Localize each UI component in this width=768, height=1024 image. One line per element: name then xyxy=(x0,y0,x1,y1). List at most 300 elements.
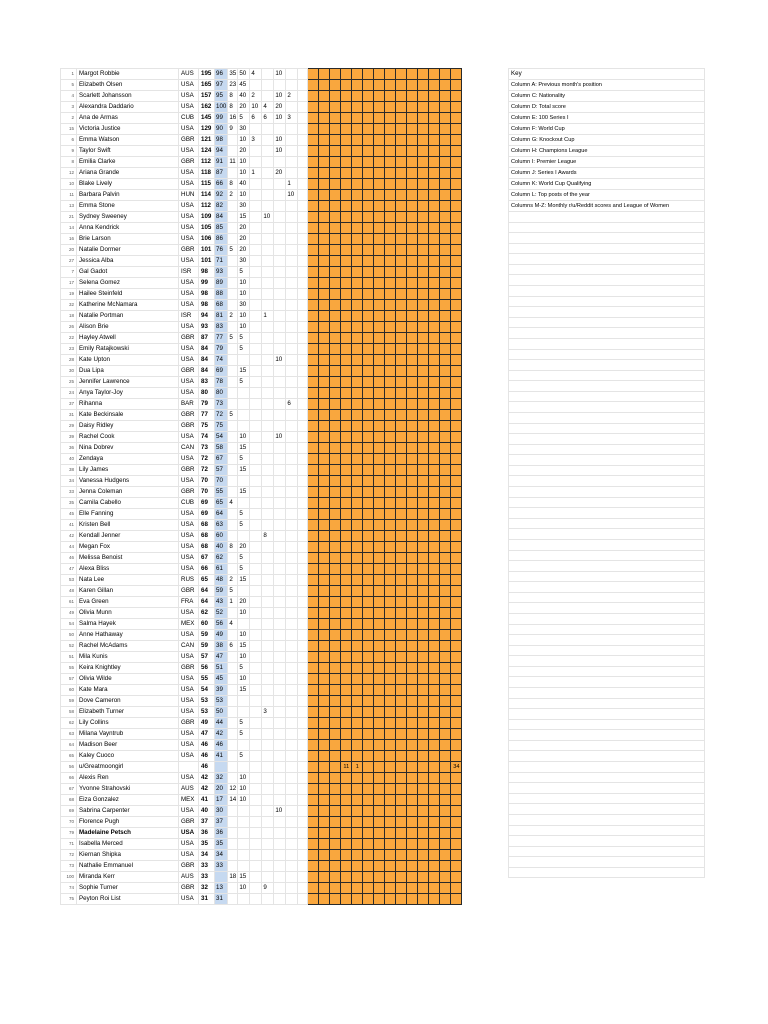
monthly-score-cell[interactable] xyxy=(396,432,407,443)
series-score-cell[interactable]: 68 xyxy=(215,300,228,311)
name-cell[interactable]: Kiernan Shipka xyxy=(77,850,179,861)
monthly-score-cell[interactable] xyxy=(319,245,330,256)
monthly-score-cell[interactable] xyxy=(385,124,396,135)
monthly-score-cell[interactable] xyxy=(385,619,396,630)
series-awards-cell[interactable] xyxy=(274,443,286,454)
series-awards-cell[interactable] xyxy=(274,773,286,784)
empty-cell[interactable] xyxy=(509,719,705,730)
monthly-score-cell[interactable] xyxy=(352,883,363,894)
premier-league-cell[interactable] xyxy=(262,410,274,421)
monthly-score-cell[interactable] xyxy=(363,344,374,355)
series-awards-cell[interactable] xyxy=(274,487,286,498)
nationality-cell[interactable]: GBR xyxy=(179,861,199,872)
monthly-score-cell[interactable] xyxy=(319,784,330,795)
monthly-score-cell[interactable] xyxy=(385,410,396,421)
monthly-score-cell[interactable] xyxy=(418,663,429,674)
monthly-score-cell[interactable] xyxy=(418,432,429,443)
monthly-score-cell[interactable] xyxy=(330,344,341,355)
monthly-score-cell[interactable] xyxy=(374,487,385,498)
world-cup-cell[interactable]: 5 xyxy=(228,586,238,597)
monthly-score-cell[interactable] xyxy=(363,80,374,91)
monthly-score-cell[interactable] xyxy=(363,707,374,718)
series-awards-cell[interactable] xyxy=(274,201,286,212)
empty-cell[interactable] xyxy=(509,465,705,476)
total-score-cell[interactable]: 64 xyxy=(199,586,215,597)
monthly-score-cell[interactable] xyxy=(451,608,462,619)
monthly-score-cell[interactable] xyxy=(418,564,429,575)
series-score-cell[interactable]: 47 xyxy=(215,652,228,663)
empty-cell[interactable] xyxy=(509,264,705,275)
monthly-score-cell[interactable] xyxy=(319,333,330,344)
knockout-cup-cell[interactable]: 5 xyxy=(238,333,250,344)
monthly-score-cell[interactable] xyxy=(308,586,319,597)
monthly-score-cell[interactable] xyxy=(440,564,451,575)
world-cup-cell[interactable] xyxy=(228,399,238,410)
monthly-score-cell[interactable] xyxy=(352,773,363,784)
top-posts-cell[interactable] xyxy=(298,278,308,289)
champions-league-cell[interactable] xyxy=(250,828,262,839)
monthly-score-cell[interactable] xyxy=(396,201,407,212)
name-cell[interactable]: Lily James xyxy=(77,465,179,476)
nationality-cell[interactable]: USA xyxy=(179,289,199,300)
world-cup-qualifying-cell[interactable] xyxy=(286,751,298,762)
monthly-score-cell[interactable] xyxy=(451,399,462,410)
prev-position-cell[interactable]: 62 xyxy=(61,718,77,729)
monthly-score-cell[interactable] xyxy=(418,597,429,608)
world-cup-cell[interactable] xyxy=(228,454,238,465)
monthly-score-cell[interactable] xyxy=(374,608,385,619)
monthly-score-cell[interactable] xyxy=(451,278,462,289)
name-cell[interactable]: Barbara Palvin xyxy=(77,190,179,201)
monthly-score-cell[interactable] xyxy=(363,861,374,872)
knockout-cup-cell[interactable] xyxy=(238,806,250,817)
monthly-score-cell[interactable] xyxy=(308,80,319,91)
top-posts-cell[interactable] xyxy=(298,168,308,179)
monthly-score-cell[interactable] xyxy=(319,135,330,146)
empty-cell[interactable] xyxy=(509,603,705,614)
world-cup-qualifying-cell[interactable] xyxy=(286,531,298,542)
champions-league-cell[interactable] xyxy=(250,894,262,905)
premier-league-cell[interactable] xyxy=(262,366,274,377)
monthly-score-cell[interactable] xyxy=(330,751,341,762)
monthly-score-cell[interactable] xyxy=(341,454,352,465)
name-cell[interactable]: Peyton Roi List xyxy=(77,894,179,905)
monthly-score-cell[interactable] xyxy=(330,399,341,410)
monthly-score-cell[interactable] xyxy=(418,575,429,586)
monthly-score-cell[interactable] xyxy=(451,113,462,124)
series-awards-cell[interactable] xyxy=(274,586,286,597)
world-cup-qualifying-cell[interactable] xyxy=(286,168,298,179)
nationality-cell[interactable]: RUS xyxy=(179,575,199,586)
monthly-score-cell[interactable] xyxy=(440,146,451,157)
top-posts-cell[interactable] xyxy=(298,828,308,839)
monthly-score-cell[interactable] xyxy=(440,344,451,355)
total-score-cell[interactable]: 60 xyxy=(199,619,215,630)
name-cell[interactable]: Alexis Ren xyxy=(77,773,179,784)
prev-position-cell[interactable]: 37 xyxy=(61,399,77,410)
monthly-score-cell[interactable] xyxy=(374,762,385,773)
nationality-cell[interactable]: USA xyxy=(179,707,199,718)
monthly-score-cell[interactable] xyxy=(319,795,330,806)
champions-league-cell[interactable] xyxy=(250,498,262,509)
monthly-score-cell[interactable] xyxy=(396,333,407,344)
monthly-score-cell[interactable] xyxy=(429,531,440,542)
champions-league-cell[interactable]: 1 xyxy=(250,168,262,179)
monthly-score-cell[interactable] xyxy=(418,223,429,234)
world-cup-qualifying-cell[interactable] xyxy=(286,278,298,289)
monthly-score-cell[interactable]: 11 xyxy=(341,762,352,773)
prev-position-cell[interactable]: 11 xyxy=(61,190,77,201)
monthly-score-cell[interactable] xyxy=(308,289,319,300)
empty-cell[interactable] xyxy=(509,592,705,603)
monthly-score-cell[interactable] xyxy=(363,289,374,300)
top-posts-cell[interactable] xyxy=(298,542,308,553)
premier-league-cell[interactable] xyxy=(262,586,274,597)
total-score-cell[interactable]: 70 xyxy=(199,487,215,498)
series-score-cell[interactable] xyxy=(215,872,228,883)
monthly-score-cell[interactable] xyxy=(308,388,319,399)
premier-league-cell[interactable]: 3 xyxy=(262,707,274,718)
monthly-score-cell[interactable] xyxy=(396,773,407,784)
empty-cell[interactable] xyxy=(509,328,705,339)
monthly-score-cell[interactable] xyxy=(308,784,319,795)
champions-league-cell[interactable] xyxy=(250,476,262,487)
knockout-cup-cell[interactable]: 10 xyxy=(238,674,250,685)
premier-league-cell[interactable]: 4 xyxy=(262,102,274,113)
total-score-cell[interactable]: 53 xyxy=(199,707,215,718)
premier-league-cell[interactable] xyxy=(262,806,274,817)
monthly-score-cell[interactable] xyxy=(341,124,352,135)
monthly-score-cell[interactable] xyxy=(396,168,407,179)
top-posts-cell[interactable] xyxy=(298,322,308,333)
monthly-score-cell[interactable] xyxy=(352,784,363,795)
monthly-score-cell[interactable] xyxy=(330,102,341,113)
monthly-score-cell[interactable] xyxy=(363,575,374,586)
premier-league-cell[interactable] xyxy=(262,751,274,762)
monthly-score-cell[interactable] xyxy=(374,267,385,278)
empty-cell[interactable] xyxy=(509,254,705,265)
premier-league-cell[interactable] xyxy=(262,289,274,300)
monthly-score-cell[interactable] xyxy=(341,751,352,762)
monthly-score-cell[interactable] xyxy=(429,652,440,663)
monthly-score-cell[interactable] xyxy=(341,432,352,443)
monthly-score-cell[interactable] xyxy=(363,377,374,388)
world-cup-qualifying-cell[interactable] xyxy=(286,861,298,872)
monthly-score-cell[interactable] xyxy=(330,564,341,575)
monthly-score-cell[interactable] xyxy=(407,729,418,740)
world-cup-qualifying-cell[interactable] xyxy=(286,300,298,311)
monthly-score-cell[interactable] xyxy=(363,652,374,663)
knockout-cup-cell[interactable]: 15 xyxy=(238,443,250,454)
monthly-score-cell[interactable] xyxy=(451,520,462,531)
monthly-score-cell[interactable] xyxy=(396,190,407,201)
monthly-score-cell[interactable] xyxy=(352,872,363,883)
top-posts-cell[interactable] xyxy=(298,817,308,828)
world-cup-cell[interactable]: 4 xyxy=(228,619,238,630)
premier-league-cell[interactable] xyxy=(262,861,274,872)
monthly-score-cell[interactable] xyxy=(308,553,319,564)
total-score-cell[interactable]: 80 xyxy=(199,388,215,399)
monthly-score-cell[interactable] xyxy=(440,223,451,234)
monthly-score-cell[interactable] xyxy=(451,322,462,333)
monthly-score-cell[interactable] xyxy=(308,729,319,740)
knockout-cup-cell[interactable]: 15 xyxy=(238,575,250,586)
monthly-score-cell[interactable] xyxy=(396,674,407,685)
monthly-score-cell[interactable] xyxy=(363,608,374,619)
world-cup-cell[interactable] xyxy=(228,839,238,850)
monthly-score-cell[interactable] xyxy=(319,894,330,905)
monthly-score-cell[interactable] xyxy=(341,685,352,696)
empty-cell[interactable] xyxy=(509,539,705,550)
monthly-score-cell[interactable] xyxy=(330,619,341,630)
top-posts-cell[interactable] xyxy=(298,762,308,773)
top-posts-cell[interactable] xyxy=(298,597,308,608)
monthly-score-cell[interactable] xyxy=(374,498,385,509)
world-cup-qualifying-cell[interactable] xyxy=(286,289,298,300)
premier-league-cell[interactable] xyxy=(262,663,274,674)
monthly-score-cell[interactable] xyxy=(440,245,451,256)
monthly-score-cell[interactable] xyxy=(319,157,330,168)
total-score-cell[interactable]: 118 xyxy=(199,168,215,179)
monthly-score-cell[interactable] xyxy=(363,245,374,256)
champions-league-cell[interactable] xyxy=(250,806,262,817)
monthly-score-cell[interactable] xyxy=(341,256,352,267)
premier-league-cell[interactable] xyxy=(262,553,274,564)
nationality-cell[interactable]: USA xyxy=(179,740,199,751)
knockout-cup-cell[interactable]: 10 xyxy=(238,289,250,300)
top-posts-cell[interactable] xyxy=(298,91,308,102)
monthly-score-cell[interactable] xyxy=(396,179,407,190)
champions-league-cell[interactable] xyxy=(250,432,262,443)
monthly-score-cell[interactable] xyxy=(451,498,462,509)
monthly-score-cell[interactable] xyxy=(308,421,319,432)
nationality-cell[interactable] xyxy=(179,762,199,773)
monthly-score-cell[interactable] xyxy=(396,69,407,80)
total-score-cell[interactable]: 129 xyxy=(199,124,215,135)
monthly-score-cell[interactable] xyxy=(352,685,363,696)
top-posts-cell[interactable] xyxy=(298,80,308,91)
knockout-cup-cell[interactable] xyxy=(238,850,250,861)
nationality-cell[interactable]: USA xyxy=(179,674,199,685)
world-cup-cell[interactable] xyxy=(228,707,238,718)
monthly-score-cell[interactable] xyxy=(451,652,462,663)
monthly-score-cell[interactable] xyxy=(330,157,341,168)
monthly-score-cell[interactable] xyxy=(341,476,352,487)
monthly-score-cell[interactable] xyxy=(407,575,418,586)
monthly-score-cell[interactable] xyxy=(429,190,440,201)
monthly-score-cell[interactable] xyxy=(385,520,396,531)
series-awards-cell[interactable] xyxy=(274,795,286,806)
world-cup-qualifying-cell[interactable]: 2 xyxy=(286,91,298,102)
monthly-score-cell[interactable] xyxy=(407,663,418,674)
monthly-score-cell[interactable] xyxy=(385,641,396,652)
series-awards-cell[interactable] xyxy=(274,762,286,773)
premier-league-cell[interactable] xyxy=(262,817,274,828)
monthly-score-cell[interactable] xyxy=(407,388,418,399)
monthly-score-cell[interactable] xyxy=(308,135,319,146)
monthly-score-cell[interactable] xyxy=(407,421,418,432)
prev-position-cell[interactable]: 17 xyxy=(61,278,77,289)
empty-cell[interactable] xyxy=(509,412,705,423)
series-score-cell[interactable]: 67 xyxy=(215,454,228,465)
monthly-score-cell[interactable] xyxy=(451,817,462,828)
world-cup-cell[interactable] xyxy=(228,278,238,289)
name-cell[interactable]: Salma Hayek xyxy=(77,619,179,630)
series-score-cell[interactable]: 50 xyxy=(215,707,228,718)
name-cell[interactable]: Selena Gomez xyxy=(77,278,179,289)
monthly-score-cell[interactable] xyxy=(341,69,352,80)
champions-league-cell[interactable] xyxy=(250,421,262,432)
monthly-score-cell[interactable] xyxy=(341,806,352,817)
series-score-cell[interactable]: 83 xyxy=(215,322,228,333)
monthly-score-cell[interactable] xyxy=(429,487,440,498)
monthly-score-cell[interactable] xyxy=(352,190,363,201)
knockout-cup-cell[interactable]: 15 xyxy=(238,366,250,377)
nationality-cell[interactable]: USA xyxy=(179,729,199,740)
monthly-score-cell[interactable] xyxy=(407,278,418,289)
monthly-score-cell[interactable] xyxy=(440,267,451,278)
top-posts-cell[interactable] xyxy=(298,707,308,718)
monthly-score-cell[interactable] xyxy=(319,663,330,674)
monthly-score-cell[interactable] xyxy=(396,157,407,168)
monthly-score-cell[interactable] xyxy=(352,520,363,531)
nationality-cell[interactable]: GBR xyxy=(179,333,199,344)
series-awards-cell[interactable] xyxy=(274,498,286,509)
monthly-score-cell[interactable] xyxy=(407,355,418,366)
world-cup-cell[interactable] xyxy=(228,487,238,498)
name-cell[interactable]: Kendall Jenner xyxy=(77,531,179,542)
monthly-score-cell[interactable] xyxy=(330,146,341,157)
monthly-score-cell[interactable] xyxy=(330,641,341,652)
monthly-score-cell[interactable] xyxy=(418,179,429,190)
empty-cell[interactable] xyxy=(509,370,705,381)
prev-position-cell[interactable]: 65 xyxy=(61,751,77,762)
prev-position-cell[interactable]: 26 xyxy=(61,322,77,333)
monthly-score-cell[interactable] xyxy=(396,861,407,872)
monthly-score-cell[interactable] xyxy=(451,872,462,883)
monthly-score-cell[interactable] xyxy=(385,586,396,597)
monthly-score-cell[interactable] xyxy=(407,201,418,212)
monthly-score-cell[interactable] xyxy=(385,102,396,113)
monthly-score-cell[interactable] xyxy=(341,740,352,751)
monthly-score-cell[interactable] xyxy=(396,696,407,707)
monthly-score-cell[interactable] xyxy=(385,333,396,344)
monthly-score-cell[interactable] xyxy=(319,399,330,410)
world-cup-cell[interactable] xyxy=(228,476,238,487)
monthly-score-cell[interactable] xyxy=(319,575,330,586)
monthly-score-cell[interactable] xyxy=(451,157,462,168)
knockout-cup-cell[interactable]: 30 xyxy=(238,300,250,311)
series-awards-cell[interactable] xyxy=(274,839,286,850)
champions-league-cell[interactable] xyxy=(250,575,262,586)
knockout-cup-cell[interactable]: 15 xyxy=(238,641,250,652)
monthly-score-cell[interactable] xyxy=(363,399,374,410)
monthly-score-cell[interactable] xyxy=(407,520,418,531)
series-awards-cell[interactable] xyxy=(274,784,286,795)
monthly-score-cell[interactable] xyxy=(308,300,319,311)
monthly-score-cell[interactable] xyxy=(341,267,352,278)
total-score-cell[interactable]: 64 xyxy=(199,597,215,608)
series-score-cell[interactable]: 63 xyxy=(215,520,228,531)
series-score-cell[interactable]: 44 xyxy=(215,718,228,729)
prev-position-cell[interactable]: 38 xyxy=(61,465,77,476)
name-cell[interactable]: Vanessa Hudgens xyxy=(77,476,179,487)
monthly-score-cell[interactable] xyxy=(308,630,319,641)
monthly-score-cell[interactable] xyxy=(374,289,385,300)
name-cell[interactable]: Alexa Bliss xyxy=(77,564,179,575)
monthly-score-cell[interactable] xyxy=(374,707,385,718)
monthly-score-cell[interactable] xyxy=(407,685,418,696)
top-posts-cell[interactable] xyxy=(298,795,308,806)
name-cell[interactable]: Kate Mara xyxy=(77,685,179,696)
monthly-score-cell[interactable] xyxy=(451,179,462,190)
monthly-score-cell[interactable] xyxy=(407,69,418,80)
monthly-score-cell[interactable] xyxy=(374,157,385,168)
monthly-score-cell[interactable] xyxy=(363,201,374,212)
monthly-score-cell[interactable] xyxy=(330,740,341,751)
monthly-score-cell[interactable] xyxy=(440,718,451,729)
monthly-score-cell[interactable] xyxy=(451,69,462,80)
world-cup-cell[interactable] xyxy=(228,696,238,707)
monthly-score-cell[interactable] xyxy=(385,278,396,289)
nationality-cell[interactable]: USA xyxy=(179,102,199,113)
monthly-score-cell[interactable] xyxy=(352,421,363,432)
nationality-cell[interactable]: USA xyxy=(179,201,199,212)
name-cell[interactable]: Alexandra Daddario xyxy=(77,102,179,113)
premier-league-cell[interactable] xyxy=(262,91,274,102)
world-cup-qualifying-cell[interactable] xyxy=(286,773,298,784)
series-awards-cell[interactable] xyxy=(274,289,286,300)
monthly-score-cell[interactable] xyxy=(385,135,396,146)
premier-league-cell[interactable] xyxy=(262,487,274,498)
monthly-score-cell[interactable] xyxy=(385,861,396,872)
top-posts-cell[interactable] xyxy=(298,432,308,443)
monthly-score-cell[interactable] xyxy=(341,608,352,619)
total-score-cell[interactable]: 77 xyxy=(199,410,215,421)
monthly-score-cell[interactable] xyxy=(330,795,341,806)
name-cell[interactable]: Margot Robbie xyxy=(77,69,179,80)
monthly-score-cell[interactable] xyxy=(418,388,429,399)
monthly-score-cell[interactable] xyxy=(363,487,374,498)
monthly-score-cell[interactable] xyxy=(385,498,396,509)
champions-league-cell[interactable]: 6 xyxy=(250,113,262,124)
name-cell[interactable]: Madelaine Petsch xyxy=(77,828,179,839)
monthly-score-cell[interactable] xyxy=(451,234,462,245)
top-posts-cell[interactable] xyxy=(298,234,308,245)
top-posts-cell[interactable] xyxy=(298,212,308,223)
nationality-cell[interactable]: USA xyxy=(179,630,199,641)
monthly-score-cell[interactable] xyxy=(374,201,385,212)
monthly-score-cell[interactable] xyxy=(341,674,352,685)
knockout-cup-cell[interactable]: 5 xyxy=(238,553,250,564)
knockout-cup-cell[interactable]: 10 xyxy=(238,190,250,201)
monthly-score-cell[interactable] xyxy=(341,146,352,157)
monthly-score-cell[interactable] xyxy=(330,883,341,894)
empty-cell[interactable] xyxy=(509,338,705,349)
monthly-score-cell[interactable] xyxy=(440,234,451,245)
world-cup-qualifying-cell[interactable] xyxy=(286,883,298,894)
monthly-score-cell[interactable] xyxy=(407,465,418,476)
monthly-score-cell[interactable] xyxy=(319,718,330,729)
monthly-score-cell[interactable] xyxy=(396,542,407,553)
monthly-score-cell[interactable] xyxy=(396,663,407,674)
monthly-score-cell[interactable] xyxy=(440,212,451,223)
total-score-cell[interactable]: 98 xyxy=(199,267,215,278)
champions-league-cell[interactable] xyxy=(250,443,262,454)
monthly-score-cell[interactable] xyxy=(451,388,462,399)
knockout-cup-cell[interactable]: 40 xyxy=(238,179,250,190)
world-cup-cell[interactable] xyxy=(228,630,238,641)
